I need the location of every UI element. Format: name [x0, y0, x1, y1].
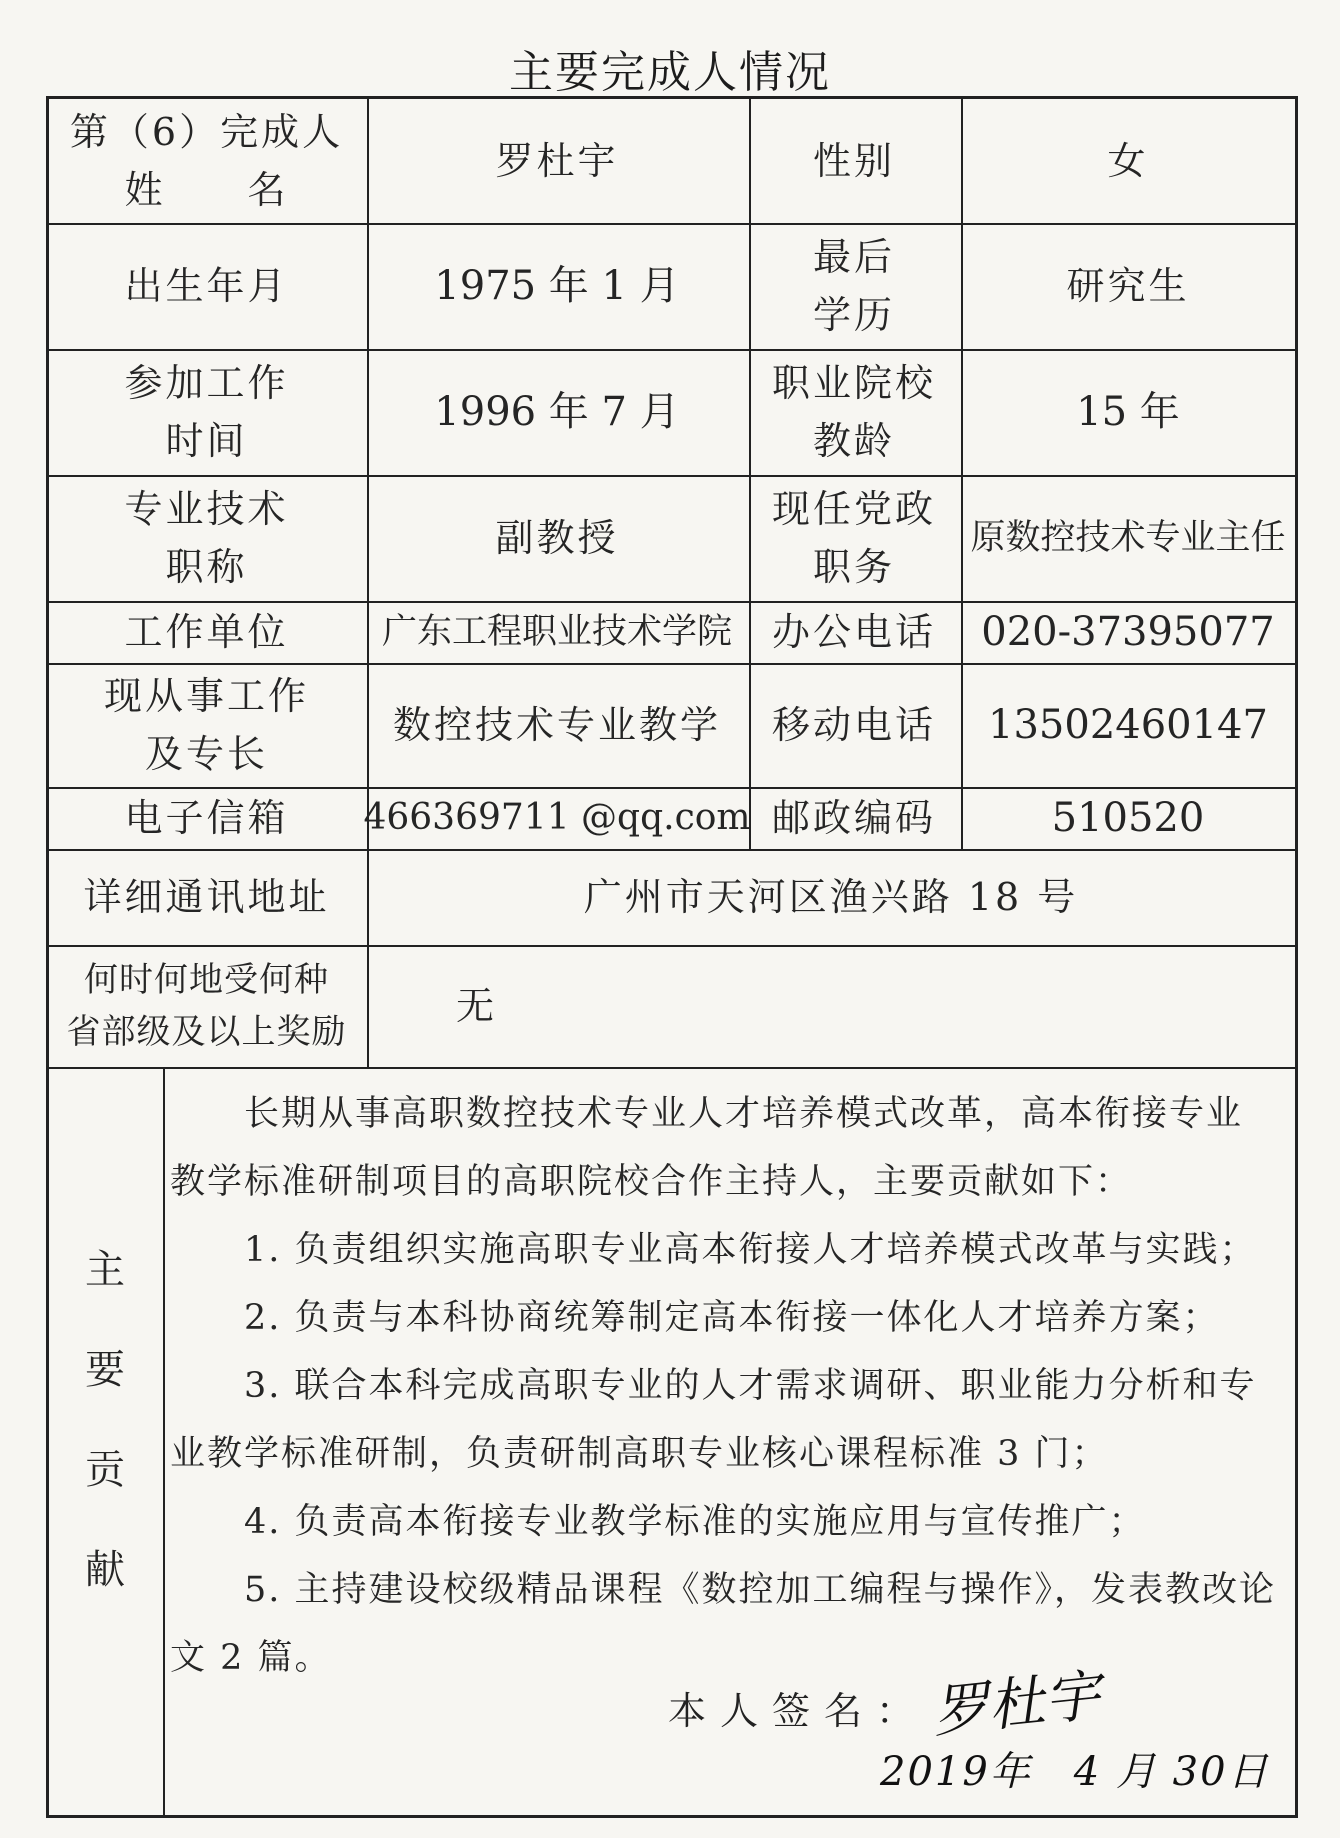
employer-value: 广东工程职业技术学院	[381, 612, 732, 652]
awards-value: 无	[456, 984, 498, 1028]
mobile-value: 13502460147	[988, 702, 1268, 748]
signature-label: 本人签名：	[668, 1689, 929, 1733]
signature-date: 2019年 4 月 30日	[880, 1749, 1270, 1795]
postcode-label: 邮政编码	[771, 796, 936, 840]
contribution-line: 5. 主持建设校级精品课程《数控加工编程与操作》，发表教改论	[244, 1570, 1277, 1610]
address-value: 广州市天河区渔兴路 18 号	[583, 875, 1079, 919]
prof-title-value: 副教授	[495, 516, 619, 560]
gender-value: 女	[1107, 139, 1149, 183]
signature: 罗杜宇	[929, 1663, 1104, 1746]
address-label: 详细通讯地址	[83, 875, 330, 919]
mobile-label: 移动电话	[771, 703, 936, 747]
email-value: 466369711 @qq.com	[363, 797, 751, 838]
position-value: 原数控技术专业主任	[970, 518, 1286, 558]
contribution-line: 业教学标准研制，负责研制高职专业核心课程标准 3 门；	[170, 1434, 1109, 1474]
office-phone-value: 020-37395077	[981, 609, 1275, 655]
gender-label: 性别	[812, 139, 895, 183]
current-work-label: 现从事工作 及专长	[103, 674, 309, 776]
current-work-value: 数控技术专业教学	[392, 703, 721, 747]
page-title: 主要完成人情况	[509, 47, 831, 98]
teaching-years-label: 职业院校 教龄	[771, 361, 936, 463]
position-label: 现任党政 职务	[771, 487, 936, 589]
contribution-line: 4. 负责高本衔接专业教学标准的实施应用与宣传推广；	[244, 1502, 1146, 1542]
name-label: 第（6）完成人 姓 名	[69, 110, 344, 212]
work-start-value: 1996 年 7 月	[434, 389, 680, 435]
contribution-text	[170, 1080, 1290, 1692]
employer-label: 工作单位	[124, 610, 289, 654]
education-value: 研究生	[1066, 264, 1190, 308]
email-label: 电子信箱	[124, 796, 289, 840]
contribution-line: 长期从事高职数控技术专业人才培养模式改革，高本衔接专业	[244, 1094, 1244, 1134]
title-label: 专业技术 职称	[124, 487, 289, 589]
name-value: 罗杜宇	[495, 139, 619, 183]
awards-label: 何时何地受何种 省部级及以上奖励	[66, 960, 347, 1052]
contribution-line: 1. 负责组织实施高职专业高本衔接人才培养模式改革与实践；	[244, 1230, 1257, 1270]
contribution-line: 3. 联合本科完成高职专业的人才需求调研、职业能力分析和专	[244, 1366, 1257, 1406]
birth-label: 出生年月	[124, 264, 289, 308]
postcode-value: 510520	[1051, 795, 1205, 841]
contribution-line: 2. 负责与本科协商统筹制定高本衔接一体化人才培养方案；	[244, 1298, 1220, 1338]
contribution-line: 教学标准研制项目的高职院校合作主持人，主要贡献如下：	[170, 1162, 1133, 1202]
office-phone-label: 办公电话	[771, 610, 936, 654]
contribution-line: 文 2 篇。	[170, 1638, 332, 1678]
education-label: 最后 学历	[812, 235, 895, 337]
teaching-years-value: 15 年	[1076, 389, 1180, 435]
contribution-label: 主 要 贡 献	[85, 1247, 125, 1593]
birth-value: 1975 年 1 月	[434, 263, 680, 309]
work-start-label: 参加工作 时间	[124, 361, 289, 463]
